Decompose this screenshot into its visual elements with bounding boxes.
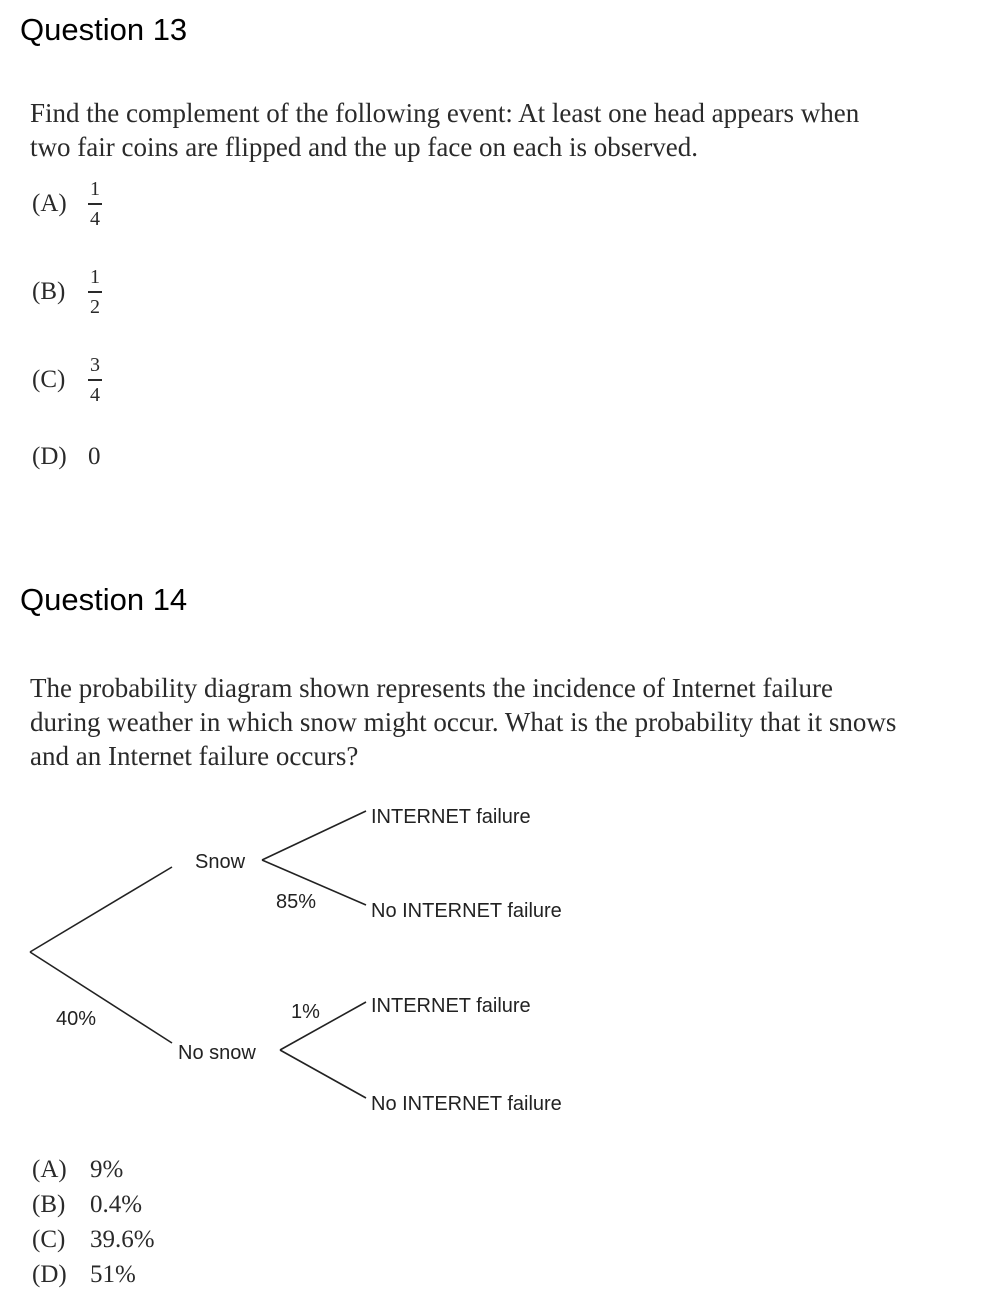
option-letter: (A) — [32, 189, 67, 217]
q14-option-d[interactable] — [32, 1257, 155, 1292]
label-prob-no-snow: 40% — [56, 1008, 97, 1030]
label-no-snow: No snow — [178, 1042, 256, 1064]
leaf-snow-failure: INTERNET failure — [371, 806, 531, 828]
question-14-text: The probability diagram shown represents the incidence of Internet failure during weather in which snow might occur. What is the probability that it snows and an Internet failure occurs? — [30, 673, 897, 771]
label-snow: Snow — [195, 851, 246, 873]
option-value: 39.6% — [90, 1226, 155, 1253]
branch-no-snow-no-failure — [280, 1050, 366, 1098]
option-value: 0 — [88, 443, 101, 470]
question-13-text: Find the complement of the following event: At least one head appears when two fair coins are flipped and the up face on each is observed. — [30, 98, 860, 162]
leaf-no-snow-no-failure: No INTERNET failure — [371, 1093, 562, 1115]
numerator: 1 — [90, 178, 100, 200]
branch-snow-failure — [262, 811, 366, 860]
option-letter: (B) — [32, 1191, 66, 1218]
option-letter: (C) — [32, 1226, 66, 1253]
option-letter: (A) — [32, 1156, 67, 1183]
option-value: 0.4% — [90, 1191, 143, 1218]
question-14-title: Question 14 — [20, 582, 188, 617]
denominator: 4 — [90, 383, 100, 406]
q14-option-c[interactable] — [32, 1222, 155, 1257]
label-prob-snow-no-failure: 85% — [276, 891, 317, 913]
q14-option-b[interactable] — [32, 1187, 155, 1222]
option-letter: (B) — [32, 277, 66, 305]
leaf-no-snow-failure: INTERNET failure — [371, 995, 531, 1017]
q14-option-a[interactable] — [32, 1152, 155, 1187]
denominator: 2 — [90, 295, 100, 318]
numerator: 3 — [90, 354, 100, 376]
branch-no-snow — [30, 952, 172, 1043]
option-value: 9% — [90, 1156, 124, 1183]
q14-options — [32, 1152, 155, 1292]
option-value: 51% — [90, 1261, 136, 1288]
option-letter: (D) — [32, 443, 67, 470]
leaf-snow-no-failure: No INTERNET failure — [371, 900, 562, 922]
option-letter: (C) — [32, 365, 66, 393]
denominator: 4 — [90, 207, 100, 230]
label-prob-no-snow-failure: 1% — [291, 1001, 320, 1023]
question-13-title: Question 13 — [20, 12, 188, 47]
branch-snow — [30, 867, 172, 952]
numerator: 1 — [90, 266, 100, 288]
option-letter: (D) — [32, 1261, 67, 1288]
